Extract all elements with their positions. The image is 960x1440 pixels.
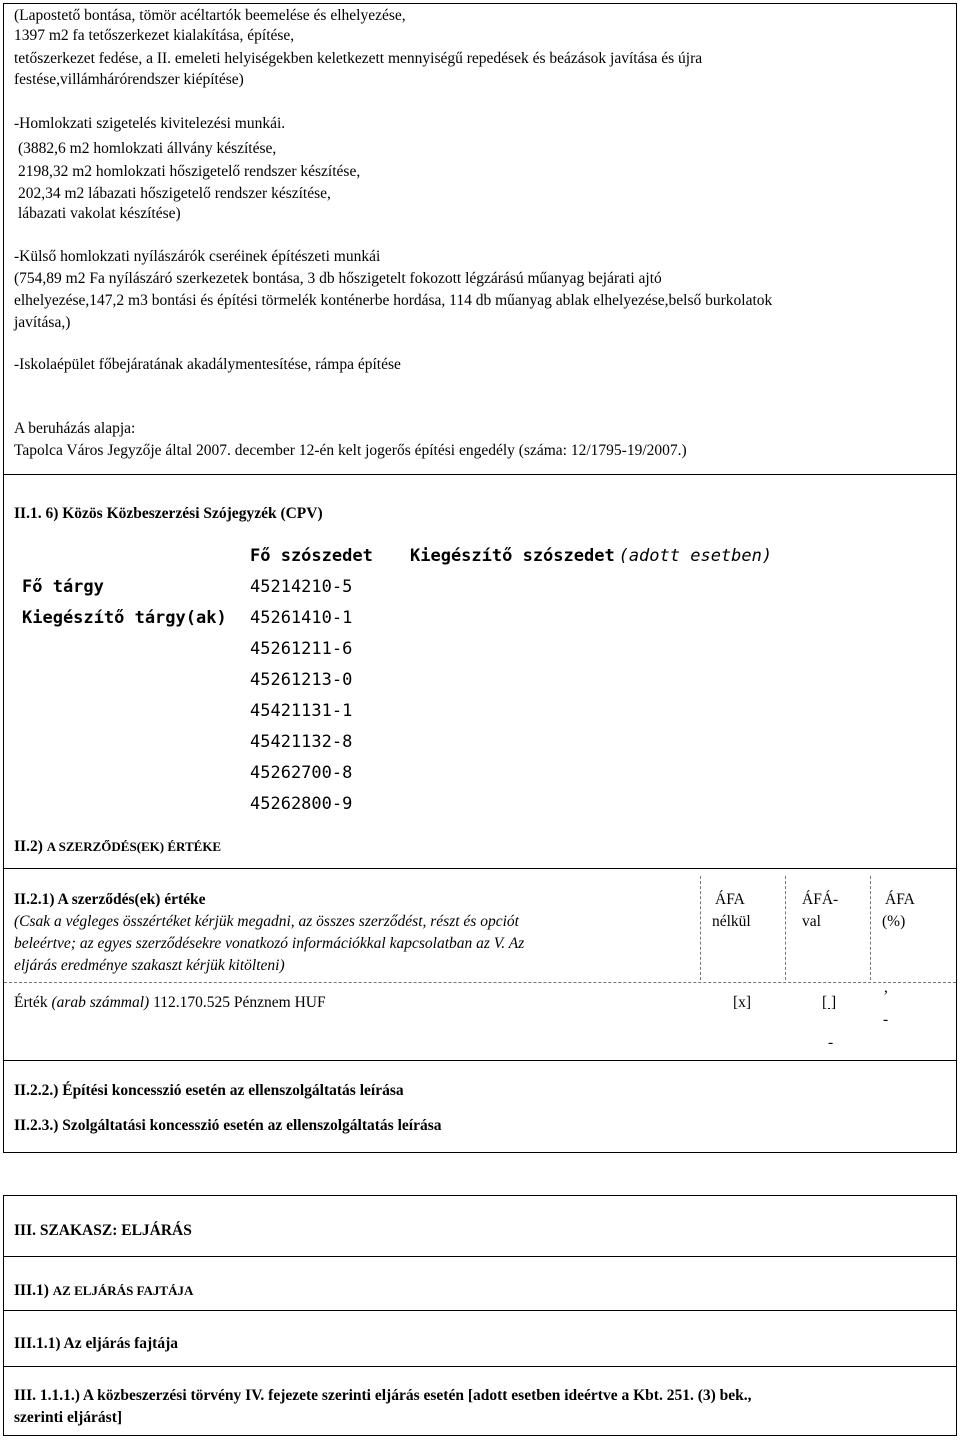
windows-line-1: (754,89 m2 Fa nyílászáró szerkezetek bontása, 3 db hőszigetelt fokozott légzárású műanyag bejárati ajtó: [14, 270, 662, 287]
divider-6: [4, 1366, 956, 1367]
cpv-col-supp-label: Kiegészítő szószedet: [410, 546, 615, 566]
section31-heading: [14, 1281, 193, 1300]
value-note-line-2: beleértve; az egyes szerződésekre vonatkozó információkkal kapcsolatban az V. Az: [14, 935, 525, 952]
cpv-col-supp-header: [410, 546, 772, 566]
value-col-separator: [870, 876, 871, 980]
afa-pct-header-1: ÁFA: [885, 891, 915, 908]
section31-num: III.1): [14, 1282, 49, 1299]
value-col-separator: [700, 876, 701, 980]
basis-text: Tapolca Város Jegyzője által 2007. december 12-én kelt jogerős építési engedély (száma: 12/1795-19/2007.): [14, 442, 687, 459]
facade-line-1: (3882,6 m2 homlokzati állvány készítése,: [18, 140, 277, 157]
divider-5: [4, 1310, 956, 1311]
value-row-separator: [4, 982, 956, 983]
section31-text: AZ ELJÁRÁS FAJTÁJA: [52, 1283, 194, 1298]
afa-val-header-2: val: [802, 913, 821, 930]
cpv-supp-code: 45261211-6: [250, 639, 353, 659]
afa-nelkul-header-2: nélkül: [712, 913, 751, 930]
cpv-supp-label: Kiegészítő tárgy(ak): [22, 608, 227, 628]
windows-title: -Külső homlokzati nyílászárók cseréinek építészeti munkái: [14, 248, 381, 265]
afa-nelkul-checkbox[interactable]: [x]: [733, 994, 752, 1011]
cpv-supp-code: 45262800-9: [250, 794, 353, 814]
cpv-main-label: Fő tárgy: [22, 577, 104, 597]
intro-line-4: festése,villámhárórendszer kiépítése): [14, 71, 244, 88]
value-col-separator: [785, 876, 786, 980]
cpv-supp-code: 45261213-0: [250, 670, 353, 690]
afa-pct-dash: -: [883, 1011, 889, 1028]
cpv-supp-code: 45262700-8: [250, 763, 353, 783]
cpv-supp-code: 45421132-8: [250, 732, 353, 752]
section3111-line-2: szerinti eljárást]: [14, 1409, 123, 1426]
intro-line-3: tetőszerkezet fedése, a II. emeleti helyiségekben keletkezett mennyiségű repedések és beázások javítása és újra: [14, 50, 703, 67]
value-heading-num: II.2): [14, 838, 43, 855]
divider-4: [4, 1256, 956, 1257]
intro-line-1: (Lapostető bontása, tömör acéltartók beemelése és elhelyezése,: [14, 7, 406, 24]
windows-line-3: javítása,): [14, 314, 71, 331]
cpv-supp-code: 45261410-1: [250, 608, 353, 628]
section311-heading: III.1.1) Az eljárás fajtája: [14, 1335, 179, 1352]
section3-title: III. SZAKASZ: ELJÁRÁS: [14, 1222, 192, 1239]
divider-3: [4, 1060, 956, 1061]
cpv-col-supp-note: (adott esetben): [618, 546, 773, 566]
cpv-supp-code: 45421131-1: [250, 701, 353, 721]
intro-line-2: 1397 m2 fa tetőszerkezet kialakítása, építése,: [14, 27, 295, 44]
facade-line-2: 2198,32 m2 homlokzati hőszigetelő rendszer készítése,: [18, 163, 361, 180]
value-heading-text: A SZERZŐDÉS(EK) ÉRTÉKE: [46, 839, 222, 854]
cpv-col-main-header: Fő szószedet: [250, 546, 373, 566]
ertek-amount: 112.170.525 Pénznem HUF: [153, 994, 326, 1011]
cpv-main-code: 45214210-5: [250, 577, 353, 597]
line-222: II.2.2.) Építési koncesszió esetén az ellenszolgáltatás leírása: [14, 1082, 404, 1099]
afa-val-header-1: ÁFÁ-: [802, 891, 839, 908]
divider-1: [4, 474, 956, 475]
afa-val-checkbox[interactable]: [ ]: [822, 994, 837, 1011]
value-subheading: II.2.1) A szerződés(ek) értéke: [14, 891, 206, 908]
afa-pct-comma: ,: [884, 979, 888, 996]
facade-title: -Homlokzati szigetelés kivitelezési munkái.: [14, 115, 286, 132]
value-row: [14, 993, 326, 1012]
value-note-line-1: (Csak a végleges összértéket kérjük megadni, az összes szerződést, részt és opciót: [14, 913, 519, 930]
afa-nelkul-header-1: ÁFA: [715, 891, 745, 908]
facade-line-3: 202,34 m2 lábazati hőszigetelő rendszer készítése,: [18, 185, 331, 202]
divider-2: [4, 868, 956, 869]
section3111-line-1: III. 1.1.1.) A közbeszerzési törvény IV. fejezete szerinti eljárás esetén [adott esetben ideértve a Kbt. 251. (3) bek.,: [14, 1387, 752, 1404]
value-heading: [14, 837, 221, 856]
afa-pct-header-2: (%): [882, 913, 906, 930]
ramp-title: -Iskolaépület főbejáratának akadálymentesítése, rámpa építése: [14, 356, 401, 373]
afa-val-dash: -: [828, 1034, 834, 1051]
facade-line-4: lábazati vakolat készítése): [18, 205, 181, 222]
cpv-heading: II.1. 6) Közös Közbeszerzési Szójegyzék (CPV): [14, 505, 323, 522]
ertek-note: (arab számmal): [51, 994, 150, 1011]
ertek-label: Érték: [14, 994, 48, 1011]
basis-label: A beruházás alapja:: [14, 420, 136, 437]
line-223: II.2.3.) Szolgáltatási koncesszió esetén az ellenszolgáltatás leírása: [14, 1117, 442, 1134]
windows-line-2: elhelyezése,147,2 m3 bontási és építési törmelék konténerbe hordása, 114 db műanyag ablak elhelyezése,belső burkolatok: [14, 292, 773, 309]
value-note-line-3: eljárás eredménye szakaszt kérjük kitölteni): [14, 957, 285, 974]
